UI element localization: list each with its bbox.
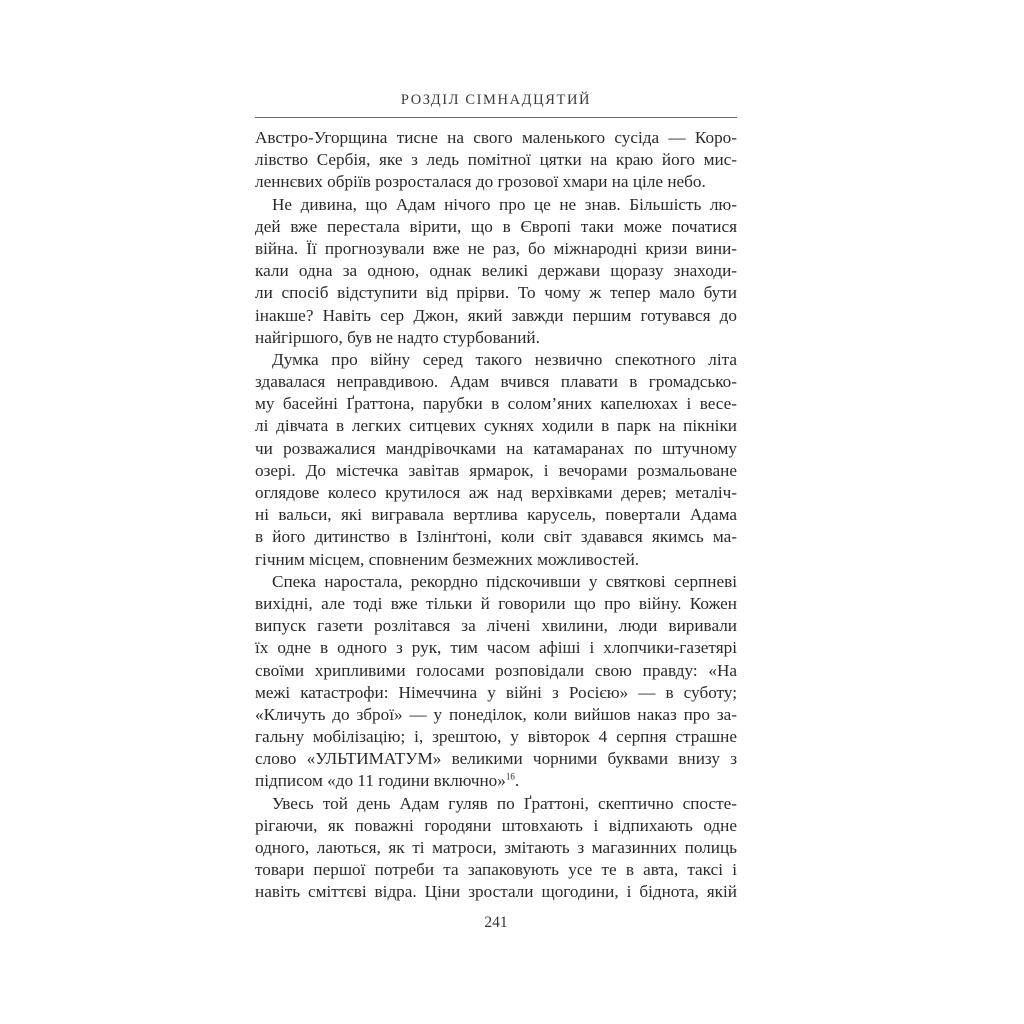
text-line: в його дитинство в Ізлінґтоні, коли світ здавався якимсь ма-	[255, 527, 737, 547]
text-line: Австро-Угорщина тисне на свого маленького сусіда — Коро-	[255, 128, 737, 147]
text-line: випуск газети розлітався за лічені хвилини, люди виривали	[255, 616, 737, 636]
text-line: гічним місцем, сповненим безмежних можливостей.	[255, 549, 640, 569]
paragraph	[255, 194, 737, 349]
text-line: вихідні, але тоді вже тільки й говорили що про війну. Кожен	[255, 593, 737, 613]
text-line: Увесь той день Адам гуляв по Ґраттоні, скептично спосте-	[272, 793, 737, 813]
text-line: війна. Її прогнозували вже не раз, бо міжнародні кризи вини-	[255, 238, 737, 258]
text-line: кали одна за одною, однак великі держави щоразу знаходи-	[255, 261, 737, 281]
text-line: «Кличуть до зброї» — у понеділок, коли вийшов наказ про за-	[255, 704, 737, 724]
text-line: лівство Сербія, яке з ледь помітної цятки на краю його мис-	[255, 150, 737, 170]
page-number: 241	[484, 914, 508, 931]
text-line: оглядове колесо крутилося аж над верхівками дерев; металіч-	[255, 483, 737, 502]
text-line-with-footnote	[255, 770, 737, 792]
header-rule	[255, 117, 737, 118]
text-line: ли спосіб відступити від прірви. То чому ж тепер мало бути	[255, 283, 737, 303]
text-line: Думка про війну серед такого незвично спекотного літа	[272, 349, 737, 369]
text-line: навіть сміттєві відра. Ціни зростали щогодини, і біднота, якій	[255, 882, 737, 902]
text-line: своїми хрипливими голосами розповідали свою правду: «На	[255, 660, 737, 680]
text-line: слово «УЛЬТИМАТУМ» великими чорними буквами внизу з	[255, 749, 737, 769]
paragraph	[255, 571, 737, 793]
text-line: рігаючи, як поважні городяни штовхають і відпихають одне	[255, 815, 737, 835]
body-text	[255, 127, 737, 904]
text-line: ні вальси, які вигравала вертлива карусель, повертали Адама	[255, 505, 737, 525]
footnote-marker[interactable]: 16	[505, 771, 515, 782]
text-line: здавалася неправдивою. Адам вчився плавати в громадсько-	[255, 372, 737, 392]
text-line: Не дивина, що Адам нічого про це не знав. Більшість лю-	[272, 194, 737, 214]
text-line: дей вже перестала вірити, що в Європі таки може початися	[255, 216, 737, 236]
text-line: їх одне в одного з рук, тим часом афіші і хлопчики-газетярі	[255, 638, 737, 658]
text-line: інакше? Навіть сер Джон, який завжди першим готувався до	[255, 305, 737, 325]
text-line: лі дівчата в легких ситцевих сукнях ходили в парк на пікніки	[255, 416, 737, 436]
paragraph	[255, 127, 737, 194]
paragraph	[255, 793, 737, 904]
text-fragment: .	[514, 771, 520, 791]
text-line: гальну мобілізацію; і, зрештою, у вівторок 4 серпня страшне	[255, 727, 737, 747]
text-line: леннєвих обріїв розросталася до грозової хмари на ціле небо.	[255, 172, 706, 192]
text-line: межі катастрофи: Німеччина у війні з Росією» — в суботу;	[255, 682, 737, 702]
text-line: одного, лаються, як ті матроси, змітають з магазинних полиць	[255, 838, 737, 857]
text-fragment: підписом «до 11 години включно»	[255, 771, 506, 791]
text-line: товари першої потреби та запаковують усе те в авта, таксі і	[255, 860, 737, 880]
text-line: му басейні Ґраттона, парубки в солом’яних капелюхах і весе-	[255, 394, 737, 414]
text-line: Спека наростала, рекордно підскочивши у святкові серпневі	[272, 571, 737, 591]
paragraph	[255, 349, 737, 571]
book-page	[255, 88, 737, 904]
text-line: озері. До містечка завітав ярмарок, і вечорами розмальоване	[255, 460, 737, 480]
text-line: чи розважалися мандрівочками на катамаранах по штучному	[255, 438, 737, 458]
text-line: найгіршого, був не надто стурбований.	[255, 327, 540, 347]
running-head: РОЗДІЛ СІМНАДЦЯТИЙ	[400, 92, 592, 108]
